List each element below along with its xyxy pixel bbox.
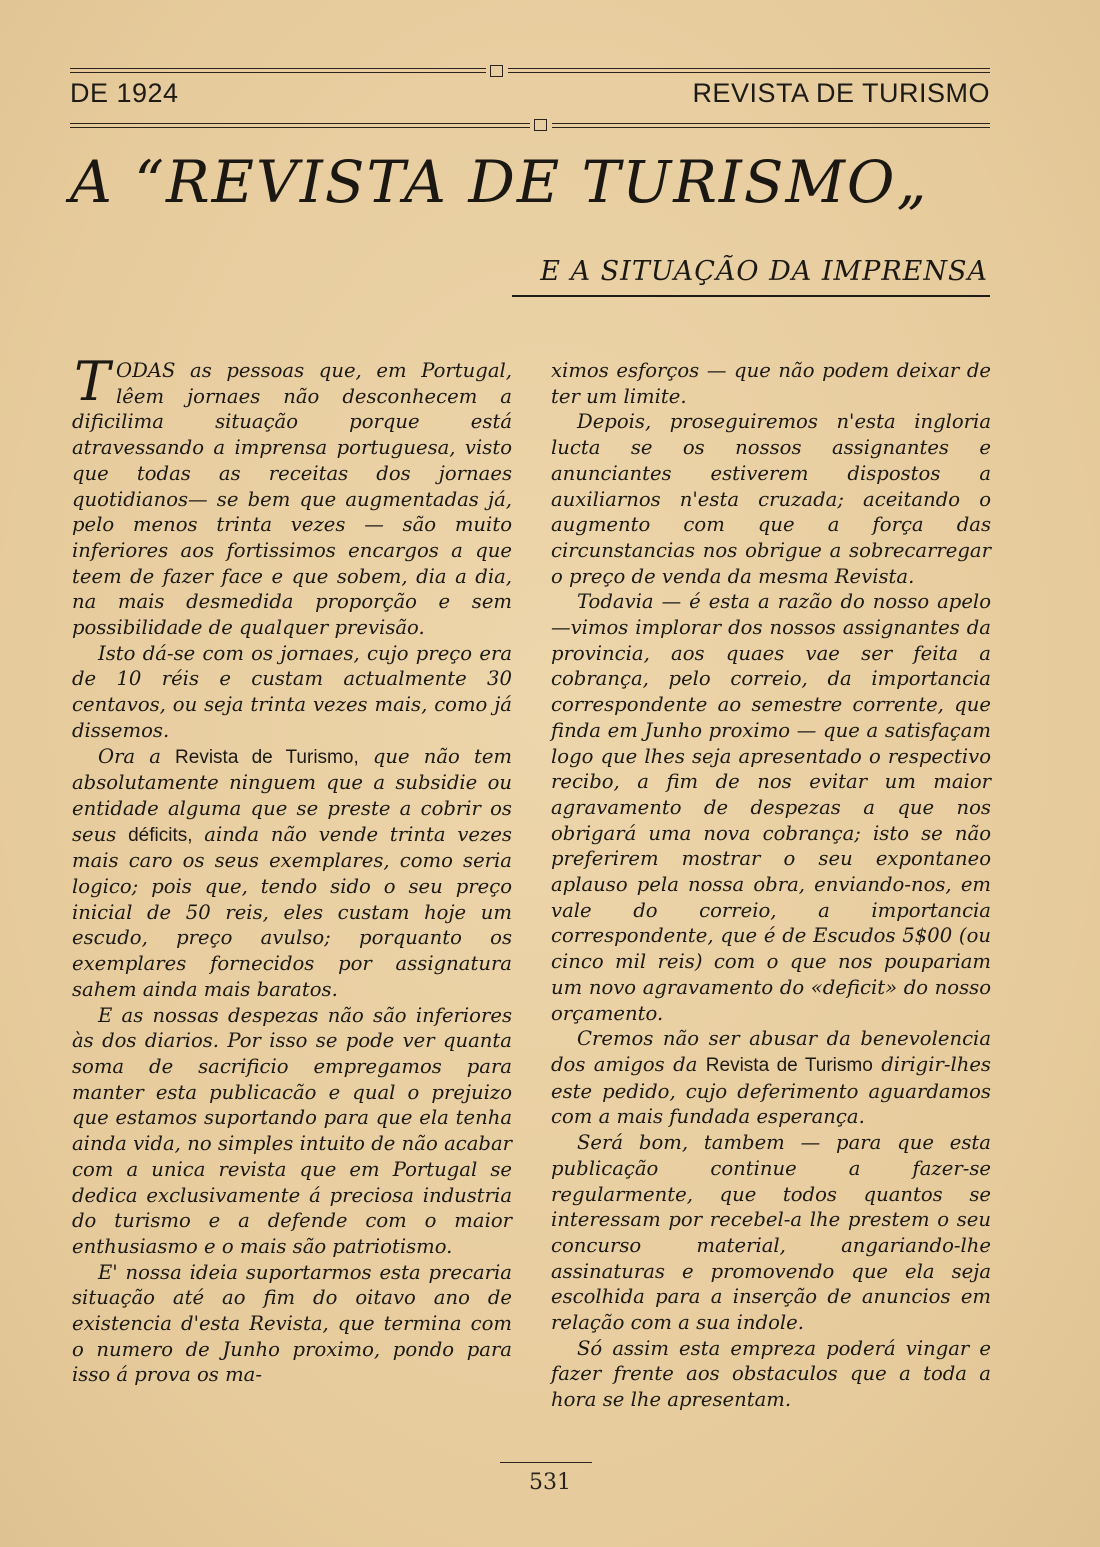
- paragraph-5: E' nossa ideia suportarmos esta precaria situação até ao fim do oitavo ano de existencia d'esta Revista, que termina com o numero de Junho proximo, pondo para isso á prova os ma-: [72, 1260, 512, 1387]
- subtitle-rule: [512, 295, 990, 297]
- paragraph-4: E as nossas despezas não são inferiores às dos diarios. Por isso se pode ver quanta soma de sacrificio empregamos para manter esta publicacão e qual o prejuizo que estamos suportando para que ela tenha ainda vida, no simples intuito de não acabar com a unica revista que em Portugal se dedica exclusivamente á preciosa industria do turismo e a defende com o maior enthusiasmo e o mais são patriotismo.: [72, 1003, 512, 1258]
- header-rule-top-left: [70, 68, 486, 73]
- running-header-date: DE 1924: [70, 78, 179, 108]
- header-rule-bottom-left: [70, 123, 530, 128]
- paragraph-11: Só assim esta empreza poderá vingar e fazer frente aos obstaculos que a toda a hora se lhe apresentam.: [551, 1336, 991, 1412]
- left-column: [72, 350, 513, 1388]
- paragraph-9-c: dirigir-lhes este pedido, cujo deferimento aguardamos com a mais fundada esperança.: [551, 1052, 991, 1129]
- paragraph-9-magazine-name: Revista de Turismo: [705, 1054, 873, 1076]
- paragraph-2: Isto dá-se com os jornaes, cujo preço era de 10 réis e custam actualmente 30 centavos, ou seja trinta vezes mais, como já dissemos.: [72, 641, 512, 742]
- paragraph-8: Todavia — é esta a razão do nosso apelo —vimos implorar dos nossos assignantes da provincia, aos quaes vae ser feita a cobrança, pelo correio, da importancia correspondente ao semestre corrente, que finda em Junho proximo — que a satisfaçam logo que lhes seja apresentado o respectivo recibo, a fim de nos evitar um maior agravamento de despezas a que nos obrigará uma nova cobrança; isto se não preferirem mostrar o seu expontaneo aplauso pela nossa obra, enviando-nos, em vale do correio, a importancia correspondente, que é de Escudos 5$00 (ou cinco mil reis) com o que nos poupariam um novo agravamento do «deficit» do nosso orçamento.: [551, 590, 991, 1025]
- paragraph-3-deficits: déficits,: [128, 824, 193, 846]
- header-rule-bottom-right: [552, 123, 990, 128]
- paragraph-9-a: Cremos não ser abusar da benevolencia dos amigos da: [551, 1027, 991, 1076]
- footer-rule: [500, 1462, 592, 1463]
- header-ornament-top: [490, 65, 503, 77]
- paragraph-3-magazine-name: Revista de Turismo,: [175, 746, 359, 768]
- article-title: A “REVISTA DE TURISMO„: [70, 148, 929, 216]
- header-rule-top-right: [508, 68, 990, 73]
- page-number: 531: [529, 1470, 571, 1495]
- paragraph-3: [72, 744, 512, 1003]
- paragraph-3-c: que não tem absolutamente ninguem que a subsidie ou entidade alguma que se preste a cobrir os seus: [72, 744, 513, 846]
- article-subtitle: E A SITUAÇÃO DA IMPRENSA: [540, 256, 988, 287]
- header-ornament-bottom: [534, 119, 547, 131]
- right-column: [551, 358, 991, 1413]
- paragraph-1-text: ODAS as pessoas que, em Portugal, lêem jornaes não desconhecem a dificilima situação porque está atravessando a imprensa portuguesa, visto que todas as receitas dos jornaes quotidianos— se bem que augmentadas já, pelo menos trinta vezes — são muito inferiores aos fortissimos encargos a que teem de fazer face e que sobem, dia a dia, na mais desmedida proporção e sem possibilidade de qualquer previsão.: [72, 359, 512, 640]
- paragraph-9: [551, 1026, 991, 1130]
- paragraph-10: Será bom, tambem — para que esta publicação continue a fazer-se regularmente, que todos quantos se interessam por recebel-a lhe prestem o seu concurso material, angariando-lhe assinaturas e promovendo que ela seja escolhida para a inserção de anuncios em relação com a sua indole.: [551, 1131, 991, 1335]
- paragraph-6: ximos esforços — que não podem deixar de ter um limite.: [551, 359, 991, 408]
- paragraph-7: Depois, proseguiremos n'esta ingloria lucta se os nossos assignantes e anunciantes estiverem dispostos a auxiliarnos n'esta cruzada; aceitando o augmento com que a força das circunstancias nos obrigue a sobrecarregar o preço de venda da mesma Revista.: [551, 410, 991, 588]
- paragraph-1: [72, 350, 512, 641]
- paragraph-3-e: ainda não vende trinta vezes mais caro os seus exemplares, como seria logico; pois que, tendo sido o seu preço inicial de 50 reis, eles custam hoje um escudo, preço avulso; porquanto os exemplares fornecidos por assignatura sahem ainda mais baratos.: [72, 822, 512, 1001]
- drop-cap: T: [74, 350, 111, 413]
- running-header-title: REVISTA DE TURISMO: [692, 78, 990, 108]
- paragraph-3-a: Ora a: [98, 744, 176, 768]
